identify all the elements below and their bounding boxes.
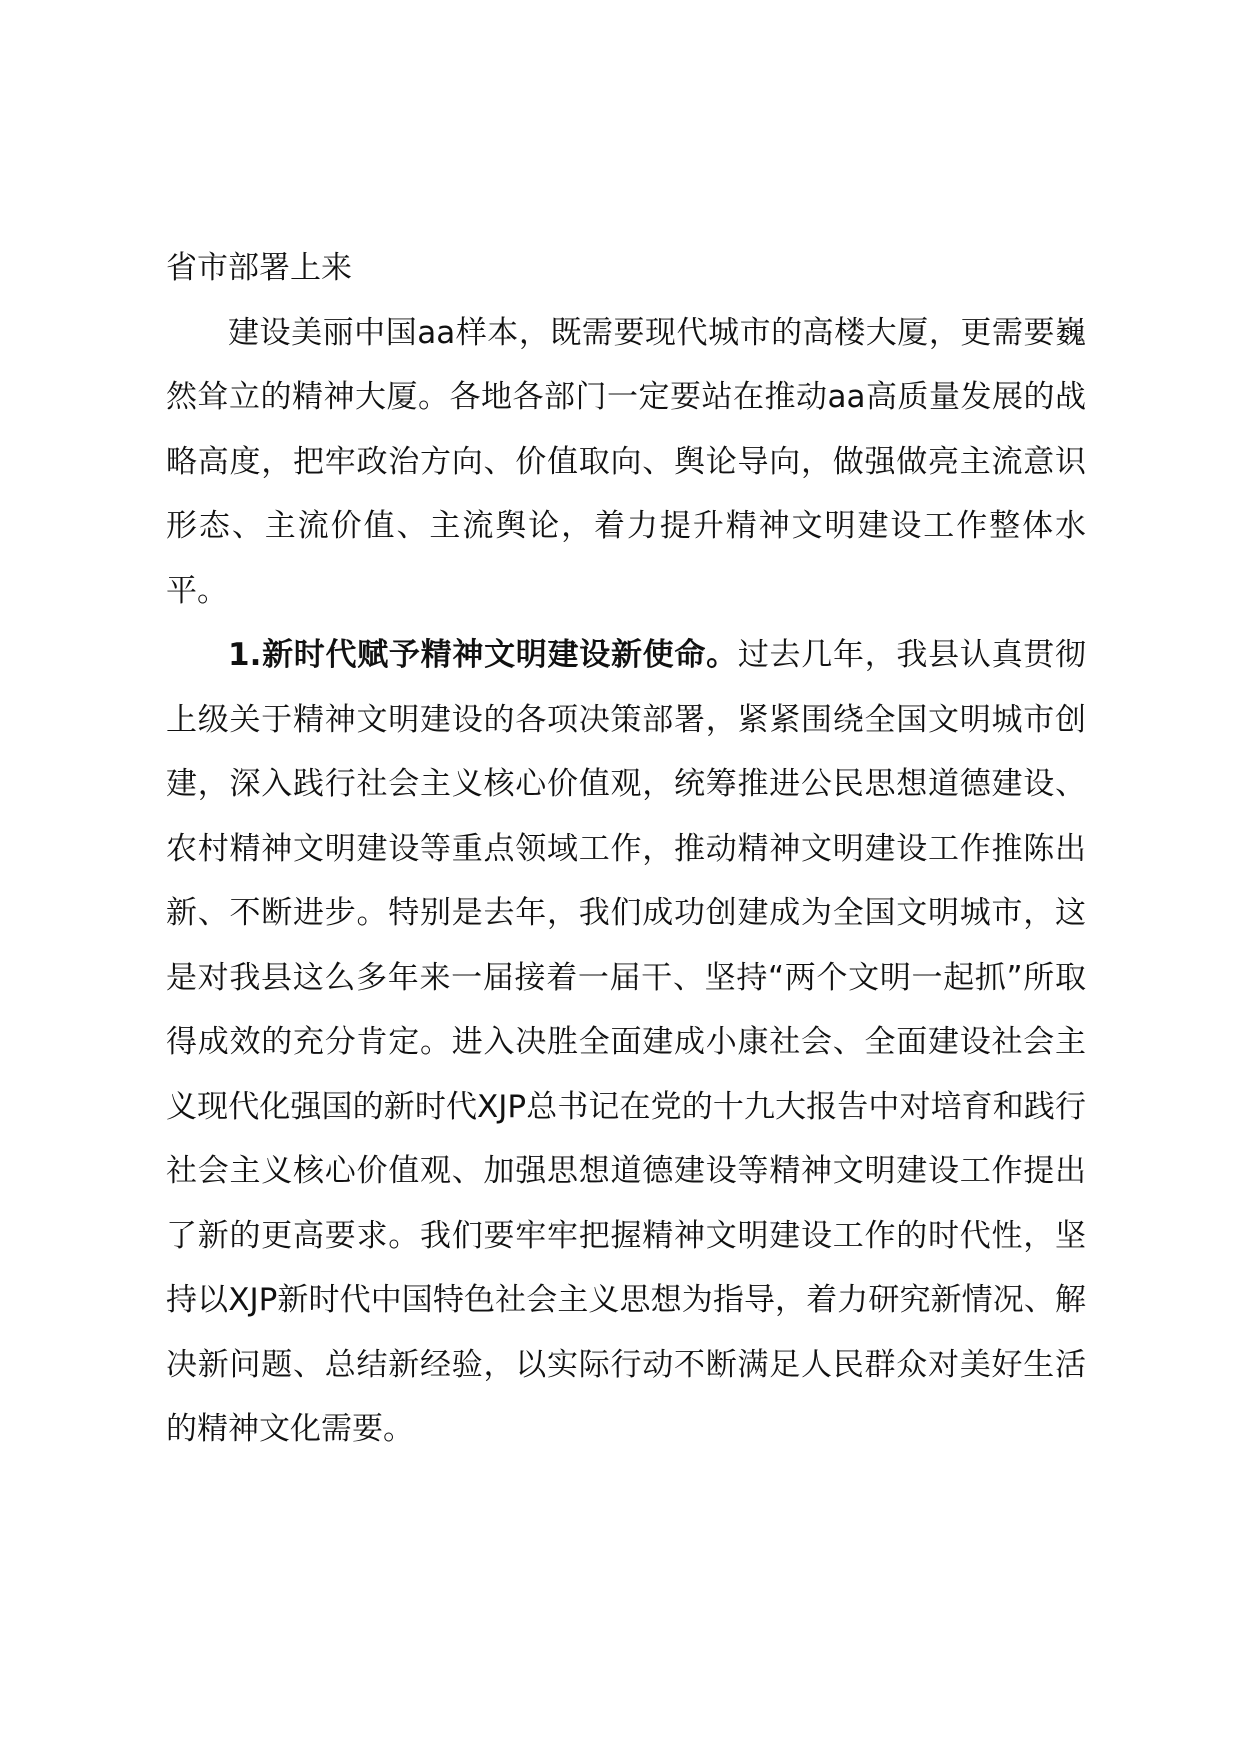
section-heading-line xyxy=(166,236,1086,301)
body-paragraph xyxy=(166,623,1086,1462)
document-body xyxy=(166,236,1086,1462)
paragraph-text: 建设美丽中国aa样本，既需要现代城市的高楼大厦，更需要巍然耸立的精神大厦。各地各部门一定要站在推动aa高质量发展的战略高度，把牢政治方向、价值取向、舆论导向，做强做亮主流意识形态、主流价值、主流舆论，着力提升精神文明建设工作整体水平。 xyxy=(166,314,1086,609)
body-paragraph xyxy=(166,301,1086,624)
paragraph-lead-heading: 1.新时代赋予精神文明建设新使命。 xyxy=(228,637,738,673)
paragraph-text: 省市部署上来 xyxy=(166,250,352,286)
paragraph-text: 过去几年，我县认真贯彻上级关于精神文明建设的各项决策部署，紧紧围绕全国文明城市创建，深入践行社会主义核心价值观，统筹推进公民思想道德建设、农村精神文明建设等重点领域工作，推动精神文明建设工作推陈出新、不断进步。特别是去年，我们成功创建成为全国文明城市，这是对我县这么多年来一届接着一届干、坚持“两个文明一起抓”所取得成效的充分肯定。进入决胜全面建成小康社会、全面建设社会主义现代化强国的新时代XJP总书记在党的十九大报告中对培育和践行社会主义核心价值观、加强思想道德建设等精神文明建设工作提出了新的更高要求。我们要牢牢把握精神文明建设工作的时代性，坚持以XJP新时代中国特色社会主义思想为指导，着力研究新情况、解决新问题、总结新经验，以实际行动不断满足人民群众对美好生活的精神文化需要。 xyxy=(166,637,1086,1447)
